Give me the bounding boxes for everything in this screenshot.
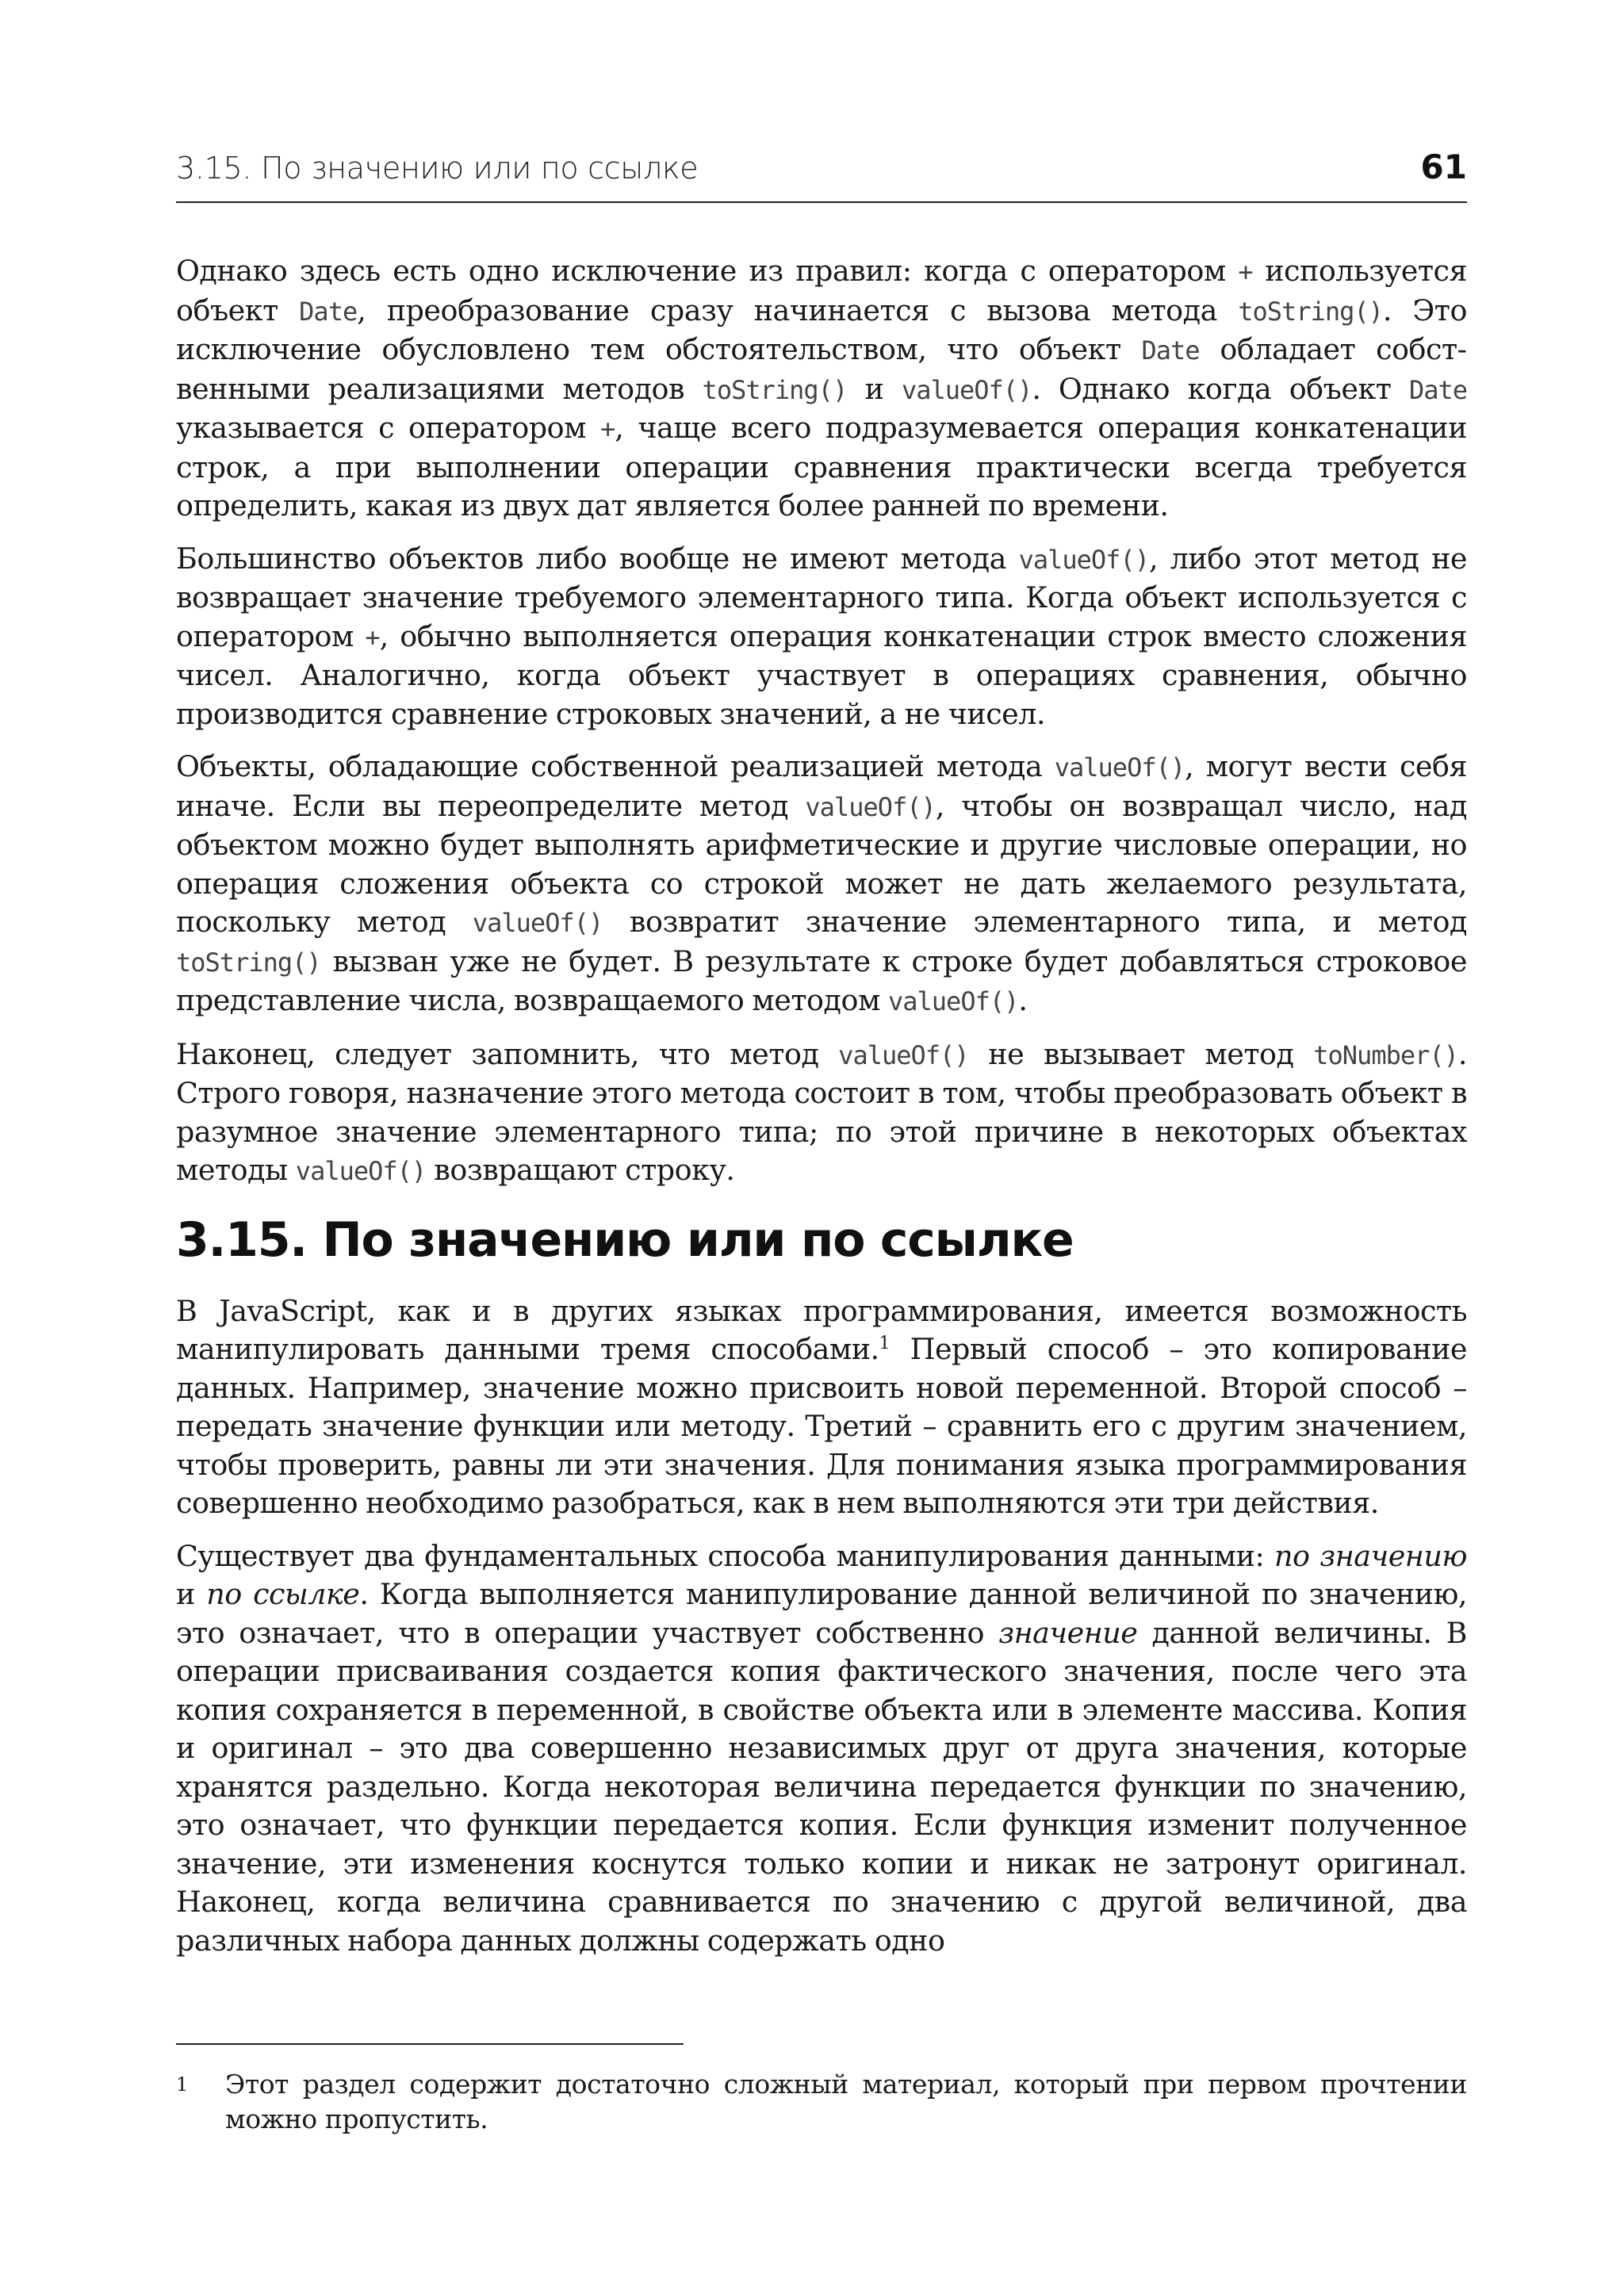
footnote-mark: 1 (176, 2073, 188, 2096)
code-valueof: valueOf() (1054, 752, 1185, 783)
paragraph-three-ways: В JavaScript, как и в других языках программирования, имеется возможность манипулировать данными тремя способами.$^1$ Первый способ – это копирование данных. Например, значение можно присвоить новой переменной. Второй способ – передать значение функции или методу. Третий – сравнить его с другим значением, чтобы проверить, равны ли эти значения. Для понимания языка программирования совершенно необходимо разобраться, как в нем выполняются эти три действия. (176, 1293, 1467, 1520)
code-valueof: valueOf() (887, 986, 1019, 1016)
code-valueof: valueOf() (805, 791, 936, 822)
code-valueof: valueOf() (838, 1039, 969, 1070)
paragraph-most-objects: Большинство объектов либо вообще не имеют метода valueOf(), либо этот метод не возвращает значение требуемого элементарного типа. Когда объект используется с оператором +, обычно выполняется операция конкатенации строк вместо сложения чисел. Аналогично, когда объект участвует в операциях сравнения, обычно производится сравнение строковых значений, а не чисел. (176, 541, 1467, 731)
code-tonumber: toNumber() (1313, 1039, 1458, 1070)
code-valueof: valueOf() (901, 374, 1032, 405)
code-tostring: toString() (702, 374, 848, 405)
running-title: 3.15. По значению или по ссылке (176, 151, 699, 186)
footnote-text: Этот раздел содержит достаточно сложный материал, который при первом прочтении можно пропустить. (225, 2069, 1467, 2134)
footnote (176, 2067, 1467, 2137)
paragraph-by-value: Существует два фундаментальных способа манипулирования данными: по значению и по ссылке. Когда выполняется манипулирование данной величиной по значению, это означает, что в операции участвует собственно значение данной величины. В операции присваивания создается копия фактического значения, после чего эта копия сохраняется в переменной, в свойстве объекта или в элементе массива. Копия и оригинал – это два совершенно независимых друг от друга значения, которые хранятся раздельно. Когда некоторая величина передается функции по значению, это означает, что функции передается копия. Если функция изменит полученное значение, эти изменения коснутся только копии и никак не затронут оригинал. Наконец, когда величина сравнивается по значению с другой величиной, два различных набора данных должны содержать одно (176, 1538, 1467, 1958)
code-valueof: valueOf() (472, 908, 603, 938)
footnote-ref: 1 (879, 1333, 891, 1353)
section-heading: 3.15. По значению или по ссылке (176, 1212, 1074, 1268)
code-tostring: toString() (176, 947, 321, 978)
footnote-divider (176, 2043, 684, 2045)
code-valueof: valueOf() (1018, 544, 1149, 575)
paragraph-date-exception: Однако здесь есть одно исключение из правил: когда с оператором + используется объект Date, преобразование сразу начинается с вызова метода toString(). Это исключение обусловлено тем обстоятельством, что объект Date обладает собственными реализациями методов toString() и valueOf(). Однако когда объект Date указывается с оператором +, чаще всего подразумевается операция конкатенации строк, а при выполнении операции сравнения практически всегда требуется определить, какая из двух дат является более ранней по времени. (176, 254, 1467, 523)
running-header (176, 147, 1467, 203)
code-valueof: valueOf() (295, 1156, 427, 1186)
paragraph-own-valueof: Объекты, обладающие собственной реализацией метода valueOf(), могут вести себя иначе. Если вы переопределите метод valueOf(), чтобы он возвращал число, над объектом можно будет выполнять арифметические и другие числовые операции, но операция сложения объекта со строкой может не дать желаемого результата, поскольку метод valueOf() возвратит значение элементарного типа, и метод toString() вызван уже не будет. В результате к строке будет добавляться строковое представление числа, возвращаемого методом valueOf(). (176, 749, 1468, 1017)
paragraph-finally: Наконец, следует запомнить, что метод valueOf() не вызывает метод toNumber(). Строго говоря, назначение этого метода состоит в том, чтобы преобразовать объект в разумное значение элементарного типа; по этой причине в некоторых объектах методы valueOf() возвращают строку. (176, 1036, 1468, 1187)
code-date: Date (1141, 335, 1200, 366)
code-tostring: toString() (1238, 296, 1383, 327)
code-date: Date (1408, 374, 1467, 405)
code-date: Date (299, 296, 358, 327)
page-number: 61 (1420, 147, 1467, 186)
page-body (176, 252, 1467, 1974)
